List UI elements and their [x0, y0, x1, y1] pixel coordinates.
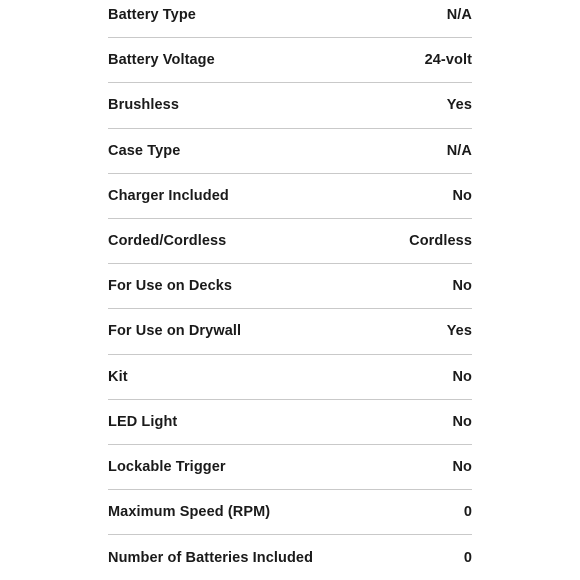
- spec-value: No: [452, 368, 472, 385]
- spec-label: Brushless: [108, 97, 180, 114]
- spec-value: Cordless: [409, 233, 472, 250]
- spec-label: Case Type: [108, 142, 181, 159]
- spec-label: For Use on Drywall: [108, 323, 242, 340]
- spec-value: N/A: [446, 7, 472, 24]
- spec-value: 24-volt: [424, 52, 472, 69]
- spec-row-use-on-drywall: [108, 309, 472, 354]
- spec-label: Lockable Trigger: [108, 458, 226, 475]
- spec-row-brushless: [108, 83, 472, 128]
- spec-value: Yes: [446, 97, 472, 114]
- spec-value: No: [452, 413, 472, 430]
- spec-label: Battery Voltage: [108, 52, 215, 69]
- spec-row-case-type: [108, 129, 472, 174]
- spec-label: Maximum Speed (RPM): [108, 504, 271, 521]
- specifications-table: [108, 0, 472, 580]
- spec-row-led-light: [108, 400, 472, 445]
- spec-label: Battery Type: [108, 7, 196, 24]
- spec-row-use-on-decks: [108, 264, 472, 309]
- spec-label: Corded/Cordless: [108, 233, 227, 250]
- spec-row-maximum-speed: [108, 490, 472, 535]
- spec-value: No: [452, 187, 472, 204]
- spec-value: No: [452, 278, 472, 295]
- spec-row-charger-included: [108, 174, 472, 219]
- spec-row-corded-cordless: [108, 219, 472, 264]
- spec-row-lockable-trigger: [108, 445, 472, 490]
- spec-row-number-of-batteries: [108, 535, 472, 580]
- spec-value: No: [452, 458, 472, 475]
- spec-label: For Use on Decks: [108, 278, 233, 295]
- spec-value: N/A: [446, 142, 472, 159]
- spec-row-battery-type: [108, 0, 472, 38]
- spec-label: Charger Included: [108, 187, 229, 204]
- spec-row-battery-voltage: [108, 38, 472, 83]
- spec-label: Kit: [108, 368, 128, 385]
- spec-label: Number of Batteries Included: [108, 549, 314, 566]
- spec-value: 0: [463, 504, 472, 521]
- spec-value: Yes: [446, 323, 472, 340]
- spec-value: 0: [463, 549, 472, 566]
- spec-row-kit: [108, 355, 472, 400]
- spec-label: LED Light: [108, 413, 178, 430]
